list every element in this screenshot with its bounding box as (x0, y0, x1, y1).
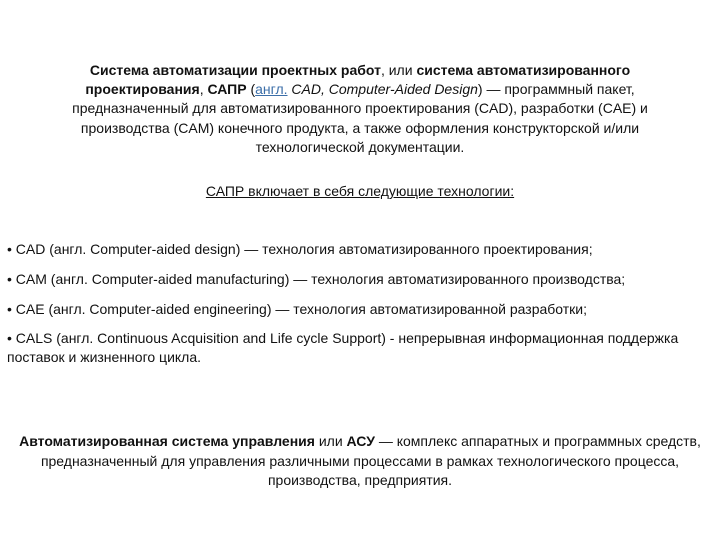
asu-abbr: АСУ (346, 433, 375, 449)
asu-rest: — комплекс аппаратных и программных средств, предназначенный для управления различными процессами в рамках технологического процесса, производства, предприятия. (40, 433, 701, 488)
intro-comma: , (199, 81, 208, 98)
sapr-abbr: САПР (207, 81, 247, 98)
english-language-link[interactable]: англ. (255, 81, 288, 98)
intro-paragraph (30, 61, 690, 157)
list-item-cae: • CAE (англ. Computer-aided engineering) — технология автоматизированной разработки; (7, 301, 588, 317)
intro-open-paren: ( (246, 81, 256, 98)
intro-or: , или (380, 62, 417, 78)
technologies-heading: САПР включает в себя следующие технологии: (205, 183, 515, 199)
list-item-cals: • CALS (англ. Continuous Acquisition and Life cycle Support) - непрерывная информационная поддержка поставок и жизненного цикла. (7, 330, 679, 365)
english-term: CAD, Computer-Aided Design (287, 81, 478, 98)
asu-term: Автоматизированная система управления (19, 433, 315, 449)
asu-paragraph (10, 432, 710, 491)
cad-system-term: Система автоматизации проектных работ (89, 62, 381, 78)
cad-system-term-2: система автоматизированного проектирования (85, 62, 631, 98)
list-item-cam: • CAM (англ. Computer-aided manufacturing) — технология автоматизированного производства; (7, 271, 626, 287)
asu-or: или (314, 433, 347, 449)
list-item-cad: • CAD (англ. Computer-aided design) — технология автоматизированного проектирования; (7, 241, 593, 257)
intro-rest: ) — программный пакет, предназначенный для автоматизированного проектирования (CAD), разработки (CAE) и производства (CAM) конечного продукта, а также оформления конструкторской и/или технологической документации. (72, 81, 648, 155)
